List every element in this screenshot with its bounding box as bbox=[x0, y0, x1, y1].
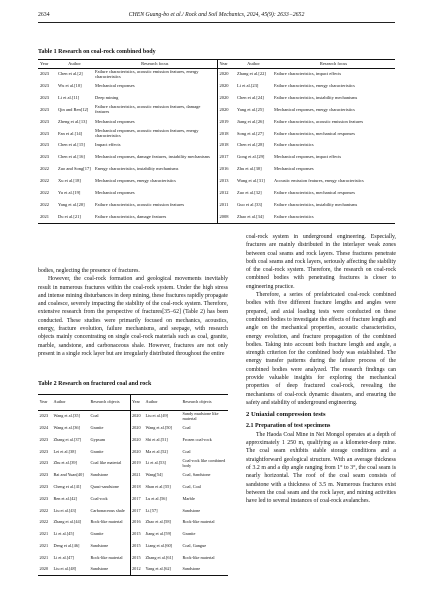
journal-citation: CHEN Guang-bo et al./ Rock and Soil Mechanics, 2024, 45(9): 2633−2652 bbox=[128, 12, 305, 18]
t2-cell-text: Sandstone bbox=[90, 542, 109, 548]
t2-cell-year: 2022 bbox=[39, 507, 49, 513]
t2-cell-text-2: Coal-rock like combined body bbox=[182, 458, 226, 468]
t2-cell-text-2: Frozen coal-rock bbox=[182, 436, 212, 442]
t2-cell-author: Liu et al.[48] bbox=[52, 564, 89, 576]
t1-cell-year: 2023 bbox=[40, 142, 49, 148]
left-body-text bbox=[38, 267, 228, 358]
t1-cell-year-2: 2018 bbox=[217, 140, 235, 152]
t1-cell-author: Fan et al.[14] bbox=[58, 130, 83, 136]
t2-cell-author: Deng et al.[46] bbox=[53, 542, 80, 548]
t2-cell-author: Cheng et al.[41] bbox=[53, 483, 82, 489]
table-row bbox=[38, 481, 228, 493]
subsection-heading: 2.1 Preparation of test specimens bbox=[246, 422, 331, 429]
t1-cell-text: Failure characteristics, acoustic emission features bbox=[95, 201, 185, 207]
table1-caption: Table 1 Research on coal-rock combined body bbox=[38, 49, 156, 55]
t2-cell-year-2: 2020 bbox=[130, 434, 144, 446]
t2-cell-author: Li et al.[47] bbox=[53, 554, 74, 560]
t2-cell-year: 2021 bbox=[39, 531, 49, 537]
t1-cell-author-2: Jiang et al.[26] bbox=[237, 118, 264, 124]
t2-cell-author-2: Zhang et al.[61] bbox=[145, 554, 174, 560]
t2-cell-author-2: Wang[54] bbox=[145, 472, 163, 478]
t2-cell-text: Sandstone bbox=[89, 564, 130, 576]
t2-cell-year: 2023 bbox=[39, 413, 49, 419]
t2-cell-text-2: Rock-like material bbox=[182, 554, 215, 560]
t1-header-author-2: Author bbox=[235, 60, 272, 69]
t1-cell-author-2: Yang et al.[25] bbox=[237, 106, 264, 112]
t2-cell-year-2: 2017 bbox=[130, 505, 144, 517]
t1-cell-text: Failure characteristics, damage features bbox=[93, 211, 217, 223]
t2-cell-text-2: Coal, Sandstone bbox=[182, 472, 211, 478]
table-row bbox=[38, 528, 228, 540]
table-row bbox=[38, 505, 228, 517]
t2-cell-text: Granite bbox=[90, 448, 104, 454]
t2-header-author: Author bbox=[52, 395, 89, 411]
t1-cell-text: Mechanical responses bbox=[95, 189, 135, 195]
table-row bbox=[38, 116, 395, 128]
t1-cell-author-2: Song et al.[27] bbox=[237, 130, 264, 136]
table-row bbox=[38, 152, 395, 164]
t2-cell-year-2: 2021 bbox=[130, 469, 144, 481]
table-row bbox=[38, 517, 228, 529]
t1-cell-year-2: 2016 bbox=[217, 164, 235, 176]
t1-cell-year-2: 2020 bbox=[217, 104, 235, 116]
table1-header-row bbox=[38, 60, 395, 69]
t2-cell-author: Bai and Yuan[40] bbox=[53, 472, 84, 478]
t2-cell-author: Lei et al.[38] bbox=[53, 448, 76, 454]
t1-cell-year-2: 2020 bbox=[217, 69, 235, 81]
t1-cell-author: Zuo and Song[17] bbox=[58, 166, 91, 172]
t2-cell-year-2: 2015 bbox=[130, 540, 144, 552]
table-row bbox=[38, 164, 395, 176]
t2-cell-text-2: Coal, Coal bbox=[182, 483, 201, 489]
t2-cell-author: Wang et al.[36] bbox=[53, 424, 80, 430]
t1-cell-author: Yang et al.[20] bbox=[58, 201, 85, 207]
table-row bbox=[38, 493, 228, 505]
t2-cell-year-2: 2018 bbox=[130, 481, 144, 493]
t1-cell-author-2: Li et al.[23] bbox=[237, 82, 259, 88]
t1-header-year: Year bbox=[38, 60, 56, 69]
t1-cell-year: 2023 bbox=[40, 106, 49, 112]
t2-cell-author: Wang et al.[35] bbox=[53, 413, 80, 419]
t1-cell-text: Deep mining bbox=[95, 94, 119, 100]
t1-header-year-2: Year bbox=[217, 60, 235, 69]
t1-cell-text-2: Failure characteristics, energy characteristics bbox=[274, 82, 355, 88]
table-row bbox=[38, 564, 228, 576]
t1-cell-text-2: Mechanical responses bbox=[274, 166, 314, 172]
t1-cell-author-2: Guo et al.[33] bbox=[237, 201, 263, 207]
t2-cell-year: 2022 bbox=[39, 519, 49, 525]
t1-cell-author-2: Zhao et al.[34] bbox=[235, 211, 272, 223]
table-row bbox=[38, 104, 395, 116]
table-row bbox=[38, 211, 395, 223]
t2-cell-author: Ren et al.[42] bbox=[53, 495, 78, 501]
table-row bbox=[38, 411, 228, 423]
t1-cell-text: Failure characteristics, acoustic emission features, energy characteristics bbox=[95, 68, 199, 79]
t2-cell-text-2: Coal bbox=[182, 424, 191, 430]
t2-cell-text: Quasi-sandstone bbox=[90, 483, 119, 489]
t1-cell-year: 2023 bbox=[40, 71, 49, 77]
t1-cell-year: 2021 bbox=[38, 211, 56, 223]
t1-cell-author-2: Wang et al.[31] bbox=[237, 178, 265, 184]
t2-header-year-2: Year bbox=[130, 395, 144, 411]
t1-cell-text: Impact effects bbox=[95, 142, 121, 148]
t1-cell-author: Xu et al.[18] bbox=[58, 178, 81, 184]
t1-cell-author: Zheng et al.[13] bbox=[58, 118, 87, 124]
t1-cell-year-2: 2011 bbox=[217, 199, 235, 211]
t1-cell-year-2: 2020 bbox=[217, 80, 235, 92]
t2-cell-year: 2023 bbox=[39, 460, 49, 466]
t1-cell-text-2: Mechanical responses, energy characteristics bbox=[274, 106, 355, 112]
right-paragraph-2: Therefore, a series of prefabricated coal-rock combined bodies with five different fracture lengths and angles were prepared, and axial loading tests were conducted on these combined bodies to investigate the effects of fracture length and angle on the mechanical properties, acoustic characteristics, energy evolution, and fracture propagation of the combined bodies. Taking into account both fracture length and angle, a strength criterion for the combined body was established. The energy transfer patterns during the failure process of the combined bodies were analyzed. The research findings can provide valuable insights for exploring the mechanical properties of deep fractured coal-rock, revealing the mechanisms of coal-rock dynamic disasters, and ensuring the safety and stability of underground engineering. bbox=[246, 292, 396, 406]
t2-cell-text: Carbonaceous shale bbox=[90, 507, 125, 513]
t1-header-author: Author bbox=[56, 60, 93, 69]
t1-cell-year: 2023 bbox=[40, 82, 49, 88]
t1-cell-year: 2023 bbox=[40, 130, 49, 136]
left-paragraph-2: However, the coal-rock formation and geological movements inevitably result in numerous fractures within the coal-rock system. Under the high stress and intense mining disturbances in deep mining, these fractures rapidly propagate and coalesce, severely impacting the stability of the coal-rock system. Therefore, extensive research from the perspective of fractures[35−62] (Table 2) has been conducted. These studies were primarily focused on mechanics, acoustics, energy, fracture evolution, failure mechanisms, and seepage, with research objects mainly concentrating on single coal-rock materials such as coal, granite, marble, sandstone, and carbonaceous shale. However, fractures are not only present in a single rock layer but are irregularly distributed throughout the entire bbox=[38, 276, 228, 357]
t1-cell-year-2: 2012 bbox=[217, 187, 235, 199]
table2-body bbox=[38, 411, 228, 576]
t2-header-objects: Research objects bbox=[89, 395, 130, 411]
t1-cell-year: 2022 bbox=[40, 178, 49, 184]
section-heading: 2 Uniaxial compression tests bbox=[246, 411, 326, 419]
t2-header-author-2: Author bbox=[144, 395, 181, 411]
t2-cell-text: Coal-rock bbox=[90, 495, 108, 501]
t1-cell-author: Wu et al.[10] bbox=[58, 82, 82, 88]
t2-cell-year-2: 2020 bbox=[130, 446, 144, 458]
t2-cell-author-2: Zhao et al.[58] bbox=[145, 519, 171, 525]
t1-cell-text: Mechanical responses bbox=[95, 82, 135, 88]
t2-cell-year-2: 2015 bbox=[130, 552, 144, 564]
t1-cell-year: 2022 bbox=[40, 189, 49, 195]
t2-cell-text-2: Sandstone bbox=[181, 564, 228, 576]
t2-cell-author-2: Li et al.[53] bbox=[145, 460, 166, 466]
t2-cell-year: 2023 bbox=[39, 483, 49, 489]
t1-cell-text: Mechanical responses bbox=[95, 118, 135, 124]
t2-cell-author: Li et al.[45] bbox=[53, 531, 74, 537]
table-row bbox=[38, 422, 228, 434]
t2-cell-text-2: Sandstone bbox=[182, 507, 201, 513]
t2-cell-author-2: Jiang et al.[59] bbox=[145, 531, 172, 537]
t1-cell-author-2: Zuo et al.[32] bbox=[237, 189, 262, 195]
t2-cell-author: Zhu et al.[39] bbox=[53, 460, 78, 466]
t1-cell-author: Chen et al.[16] bbox=[58, 154, 85, 160]
right-paragraph-1: coal-rock system in underground engineering. Especially, fractures are mainly distributed in the interlayer weak zones between coal seams and rock layers. These fractures penetrate both coal seams and rock layers, seriously affecting the stability of the coal-rock system. Therefore, the research on coal-rock combined bodies with penetrating fractures is closer to engineering practice. bbox=[246, 234, 396, 290]
right-body-text bbox=[246, 233, 396, 506]
t1-cell-text: Energy characteristics, instability mechanisms bbox=[95, 166, 179, 172]
table-row bbox=[38, 140, 395, 152]
t1-cell-author-2: Gong et al.[29] bbox=[237, 154, 265, 160]
right-paragraph-3: The Haoda Coal Mine in Nei Mongol operates at a depth of approximately 1 250 m, qualifying as a kilometer-deep mine. The coal seam exhibits stable storage conditions and a straightforward geological structure. With an average thickness of 3.2 m and a dip angle ranging from 1° to 3°, the coal seam is nearly horizontal. The roof of the coal seam consists of sandstone with a thickness of 3.5 m. Numerous fractures exist between the coal seam and the rock layer, and mining activities have led to several instances of coal-rock avalanches. bbox=[246, 431, 396, 505]
t2-cell-author-2: Lu et al.[56] bbox=[145, 495, 167, 501]
t1-cell-year-2: 2019 bbox=[217, 116, 235, 128]
t2-cell-text: Granite bbox=[90, 531, 104, 537]
t2-cell-year-2: 2020 bbox=[130, 422, 144, 434]
t1-cell-year: 2023 bbox=[40, 94, 49, 100]
table-row bbox=[38, 446, 228, 458]
t1-cell-text: Failure characteristics, acoustic emission features, damage features bbox=[95, 104, 201, 115]
t2-cell-author-2: Liang et al.[60] bbox=[145, 542, 173, 548]
t2-cell-text: Coal bbox=[90, 413, 99, 419]
t2-cell-text: Coal like material bbox=[90, 460, 122, 466]
t1-cell-author-2: Zhu et al.[30] bbox=[237, 166, 262, 172]
t2-cell-text: Sandstone bbox=[90, 472, 109, 478]
t2-cell-author-2: Yang et al.[62] bbox=[144, 564, 181, 576]
t2-cell-author-2: Wang et al.[50] bbox=[145, 424, 172, 430]
t2-cell-year-2: 2016 bbox=[130, 517, 144, 529]
t1-cell-text-2: Failure characteristics bbox=[274, 142, 314, 148]
table-row bbox=[38, 434, 228, 446]
table2-header-row bbox=[38, 395, 228, 411]
t1-header-focus-2: Research focus bbox=[272, 60, 395, 69]
t1-cell-text-2: Failure characteristics, instability mechanisms bbox=[274, 201, 358, 207]
t2-cell-author-2: Shan et al.[55] bbox=[145, 483, 171, 489]
t1-cell-text-2: Failure characteristics, instability mechanisms bbox=[274, 94, 358, 100]
t1-cell-text-2: Acoustic emission features, energy characteristics bbox=[274, 178, 364, 184]
t1-cell-author: Chen et al.[15] bbox=[58, 142, 85, 148]
table1-body bbox=[38, 69, 395, 224]
table-row bbox=[38, 458, 228, 470]
t1-cell-text: Mechanical responses, energy characteristics bbox=[95, 178, 176, 184]
t1-cell-text-2: Failure characteristics, impact effects bbox=[274, 71, 342, 77]
t1-cell-year-2: 2020 bbox=[217, 92, 235, 104]
t1-cell-text: Mechanical responses, acoustic emission features, energy characteristics bbox=[95, 128, 199, 138]
t2-cell-year: 2021 bbox=[39, 554, 49, 560]
running-header bbox=[38, 10, 395, 23]
t2-cell-text: Gypsum bbox=[90, 436, 106, 442]
t1-cell-author: Yu et al.[19] bbox=[58, 189, 81, 195]
t2-cell-year: 2023 bbox=[39, 495, 49, 501]
t2-cell-year: 2020 bbox=[38, 564, 52, 576]
t1-cell-text-2: Mechanical responses, impact effects bbox=[274, 154, 342, 160]
t2-cell-year: 2023 bbox=[39, 436, 49, 442]
t2-header-year: Year bbox=[38, 395, 52, 411]
t2-cell-author-2: Li.[57] bbox=[145, 507, 158, 513]
table-row bbox=[38, 199, 395, 211]
t2-cell-year-2: 2017 bbox=[130, 493, 144, 505]
table1 bbox=[38, 59, 395, 224]
t2-cell-year: 2021 bbox=[39, 542, 49, 548]
table-row bbox=[38, 540, 228, 552]
t1-cell-author: Du et al.[21] bbox=[56, 211, 93, 223]
table-row bbox=[38, 176, 395, 188]
t2-cell-year: 2023 bbox=[39, 448, 49, 454]
table-row bbox=[38, 80, 395, 92]
t2-cell-author: Zhang et al.[37] bbox=[53, 436, 82, 442]
t1-cell-year-2: 2018 bbox=[217, 128, 235, 140]
table2 bbox=[38, 394, 228, 576]
t1-cell-year: 2023 bbox=[40, 154, 49, 160]
t2-header-objects-2: Research objects bbox=[181, 395, 228, 411]
t1-cell-year-2: 2013 bbox=[217, 176, 235, 188]
t2-cell-author: Liu et al.[43] bbox=[53, 507, 77, 513]
t1-cell-author: Chen et al.[2] bbox=[58, 71, 83, 77]
t2-cell-text: Rock-like material bbox=[90, 519, 123, 525]
table-row bbox=[38, 92, 395, 104]
page-number: 2634 bbox=[38, 12, 50, 18]
t1-cell-text-2: Failure characteristics bbox=[272, 211, 395, 223]
t2-cell-year-2: 2019 bbox=[130, 458, 144, 470]
table-row bbox=[38, 187, 395, 199]
table-row bbox=[38, 469, 228, 481]
t1-cell-text: Mechanical responses, damage features, instability mechanisms bbox=[95, 154, 210, 160]
table-row bbox=[38, 128, 395, 140]
t2-cell-year-2: 2020 bbox=[130, 411, 144, 423]
t2-cell-year-2: 2012 bbox=[130, 564, 144, 576]
t1-cell-year-2: 2017 bbox=[217, 152, 235, 164]
t2-cell-text-2: Marble bbox=[182, 495, 195, 501]
t2-cell-author-2: Liu et al.[49] bbox=[145, 413, 169, 419]
t1-cell-year: 2022 bbox=[40, 166, 49, 172]
t2-cell-author-2: Shi et al.[51] bbox=[145, 436, 168, 442]
t1-header-focus: Research focus bbox=[93, 60, 217, 69]
table-row bbox=[38, 69, 395, 81]
t1-cell-author-2: Chen et al.[24] bbox=[237, 94, 264, 100]
t1-cell-author-2: Zhang et al.[22] bbox=[237, 71, 266, 77]
table2-caption: Table 2 Research on fractured coal and rock bbox=[38, 381, 152, 387]
t2-cell-year: 2023 bbox=[39, 472, 49, 478]
t2-cell-author: Zhang et al.[44] bbox=[53, 519, 82, 525]
t2-cell-text-2: Coal, Gangue bbox=[182, 542, 207, 548]
t2-cell-text-2: Coal bbox=[182, 448, 191, 454]
t1-cell-year-2: 2008 bbox=[217, 211, 235, 223]
t2-cell-year-2: 2015 bbox=[130, 528, 144, 540]
t1-cell-text-2: Failure characteristics, acoustic emission features bbox=[274, 118, 364, 124]
t2-cell-text-2: Rock-like material bbox=[182, 519, 215, 525]
t1-cell-author: Li et al.[11] bbox=[58, 94, 80, 100]
t1-cell-text-2: Failure characteristics, mechanical responses bbox=[274, 130, 355, 136]
t1-cell-author-2: Chen et al.[28] bbox=[237, 142, 264, 148]
t1-cell-year: 2023 bbox=[40, 118, 49, 124]
left-paragraph-1: bodies, neglecting the presence of fractures. bbox=[38, 268, 140, 274]
t2-cell-text: Granite bbox=[90, 424, 104, 430]
t2-cell-text: Rock-like material bbox=[90, 554, 123, 560]
t1-cell-text-2: Failure characteristics, mechanical responses bbox=[274, 189, 355, 195]
t2-cell-text-2: Sandy mudstone like material bbox=[182, 411, 219, 421]
t1-cell-year: 2022 bbox=[40, 201, 49, 207]
t2-cell-year: 2024 bbox=[39, 424, 49, 430]
table-row bbox=[38, 552, 228, 564]
t2-cell-author-2: Ma et al.[52] bbox=[145, 448, 168, 454]
t2-cell-text-2: Granite bbox=[182, 531, 196, 537]
t1-cell-author: Qin and Ren[12] bbox=[58, 106, 89, 112]
